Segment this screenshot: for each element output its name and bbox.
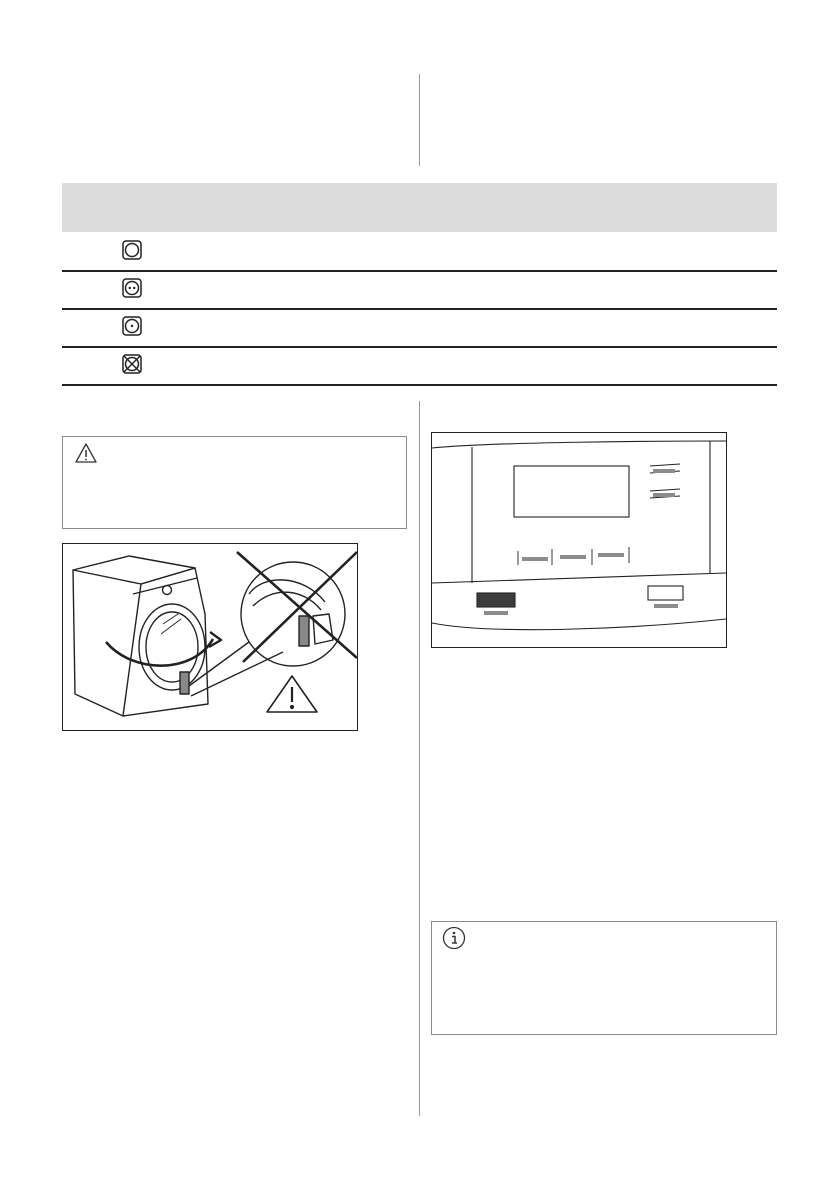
table-row [62,270,777,310]
control-panel-drawing [432,433,726,647]
tumble-dry-low-heat-icon [122,316,142,336]
table-row [62,232,777,272]
table-header [62,183,777,232]
warning-icon [75,443,97,463]
do-not-tumble-dry-icon [122,354,142,374]
column-divider-top [419,74,420,166]
dryer-door-drawing [63,544,357,730]
warning-box [62,436,407,529]
info-icon [442,926,466,950]
control-panel-illustration [431,432,727,648]
dryer-door-illustration [62,543,358,731]
tumble-dry-normal-heat-icon [122,278,142,298]
column-divider-bottom [419,401,420,1116]
tumble-dry-icon [122,240,142,260]
table-row [62,308,777,348]
table-row [62,346,777,386]
info-box [431,921,777,1035]
